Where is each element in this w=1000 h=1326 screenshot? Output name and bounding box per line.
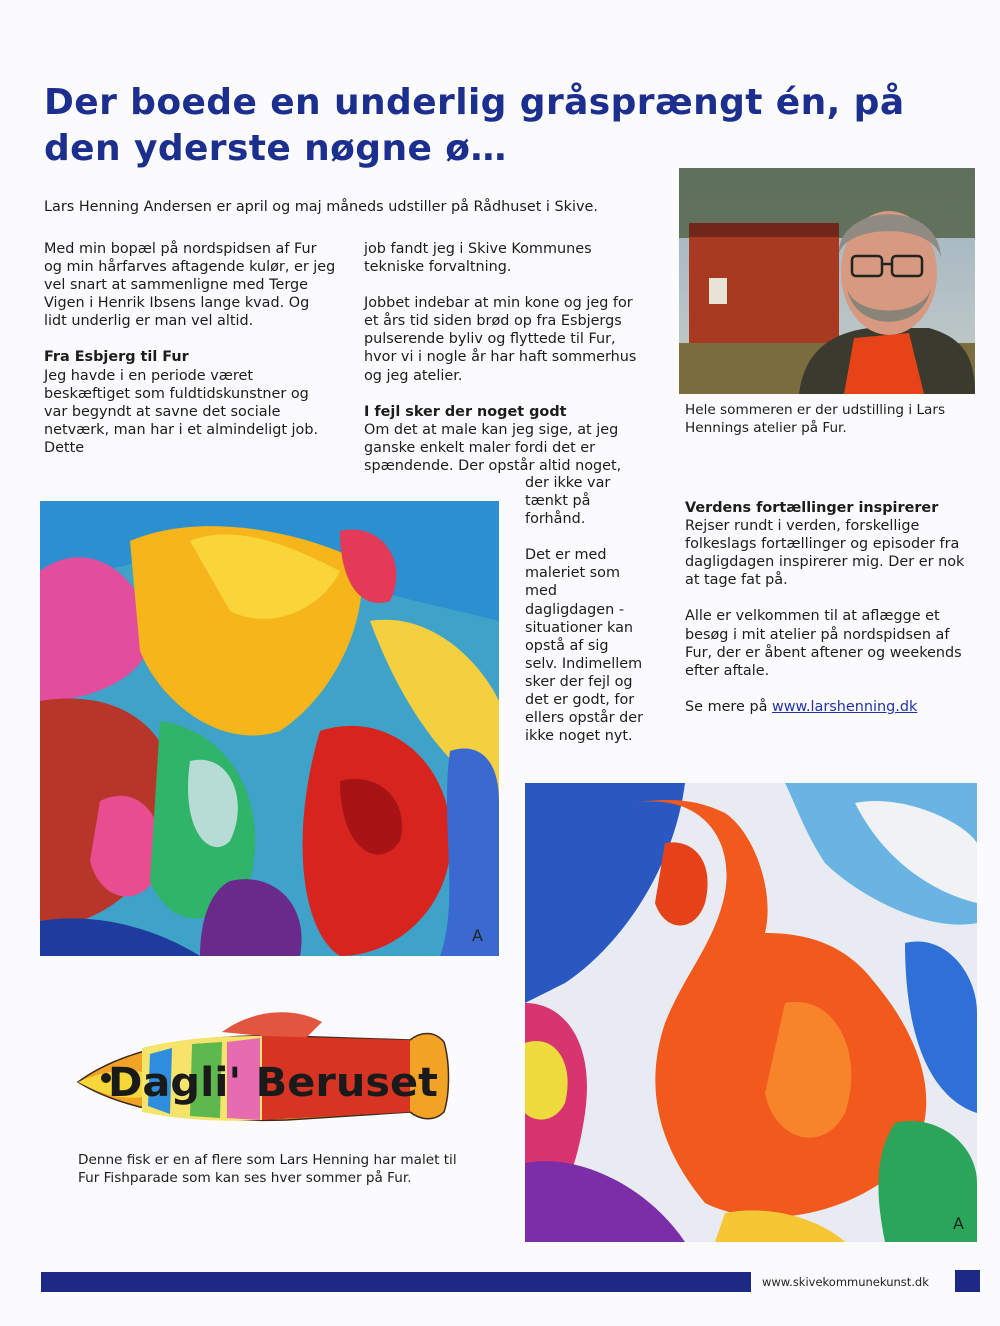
paragraph: der ikke var tænkt på forhånd. — [525, 475, 611, 528]
paragraph: Om det at male kan jeg sige, at jeg ganske enkelt maler fordi det er spændende. Der opstår altid noget, — [364, 421, 622, 474]
subheading-fejl: I fejl sker der noget godt — [364, 403, 567, 420]
column-2-narrow — [525, 474, 643, 745]
painting-2 — [525, 783, 977, 1242]
paragraph: Det er med maleriet som med dagligdagen - situationer kan opstå af sig selv. Indimellem sker der fejl og det er godt, for ellers opstår der ikke noget nyt. — [525, 547, 643, 745]
footer-url: www.skivekommunekunst.dk — [762, 1275, 929, 1289]
painting-signature: A — [472, 926, 483, 945]
intro-text: Lars Henning Andersen er april og maj måneds udstiller på Rådhuset i Skive. — [44, 199, 598, 215]
column-2 — [364, 240, 648, 475]
paragraph: job fandt jeg i Skive Kommunes tekniske forvaltning. — [364, 241, 592, 276]
footer-block — [955, 1270, 980, 1292]
portrait-photo — [679, 168, 975, 394]
paragraph: Rejser rundt i verden, forskellige folkeslags fortællinger og episoder fra dagligdagen inspirerer mig. Der er nok at tage fat på. — [685, 518, 965, 589]
paragraph: Jobbet indebar at min kone og jeg for et års tid siden brød op fra Esbjergs pulserende byliv og flyttede til Fur, hvor vi i nogle år har haft sommerhus og jeg atelier. — [364, 295, 637, 384]
paragraph: Alle er velkommen til at aflægge et besøg i mit atelier på nordspidsen af Fur, der er åbent aftener og weekends efter aftale. — [685, 608, 962, 679]
fish-sculpture — [72, 1002, 452, 1142]
more-prefix: Se mere på — [685, 698, 772, 715]
paragraph: Jeg havde i en periode været beskæftiget som fuldtidskunstner og var begyndt at savne det sociale netværk, man har i et almindeligt job. Dette — [44, 367, 319, 456]
fish-text: Dagli' Beruset — [108, 1060, 438, 1106]
more-line — [685, 698, 965, 716]
painting-signature: A — [953, 1214, 964, 1233]
photo-caption: Hele sommeren er der udstilling i Lars Hennings atelier på Fur. — [685, 402, 946, 436]
column-1 — [44, 240, 336, 457]
footer-bar — [41, 1272, 751, 1292]
paragraph: Med min bopæl på nordspidsen af Fur og min hårfarves aftagende kulør, er jeg vel snart at sammenligne med Terge Vigen i Henrik Ibsens lange kvad. Og lidt underlig er man vel altid. — [44, 241, 336, 330]
article-title: Der boede en underlig gråsprængt én, på den yderste nøgne ø… — [44, 82, 905, 169]
website-link[interactable]: www.larshenning.dk — [772, 698, 918, 715]
subheading-esbjerg: Fra Esbjerg til Fur — [44, 349, 189, 366]
fish-caption: Denne fisk er en af flere som Lars Henning har malet til Fur Fishparade som kan ses hver sommer på Fur. — [78, 1152, 457, 1186]
subheading-verdens: Verdens fortællinger inspirerer — [685, 500, 939, 516]
painting-1 — [40, 501, 499, 956]
column-3 — [685, 499, 965, 716]
